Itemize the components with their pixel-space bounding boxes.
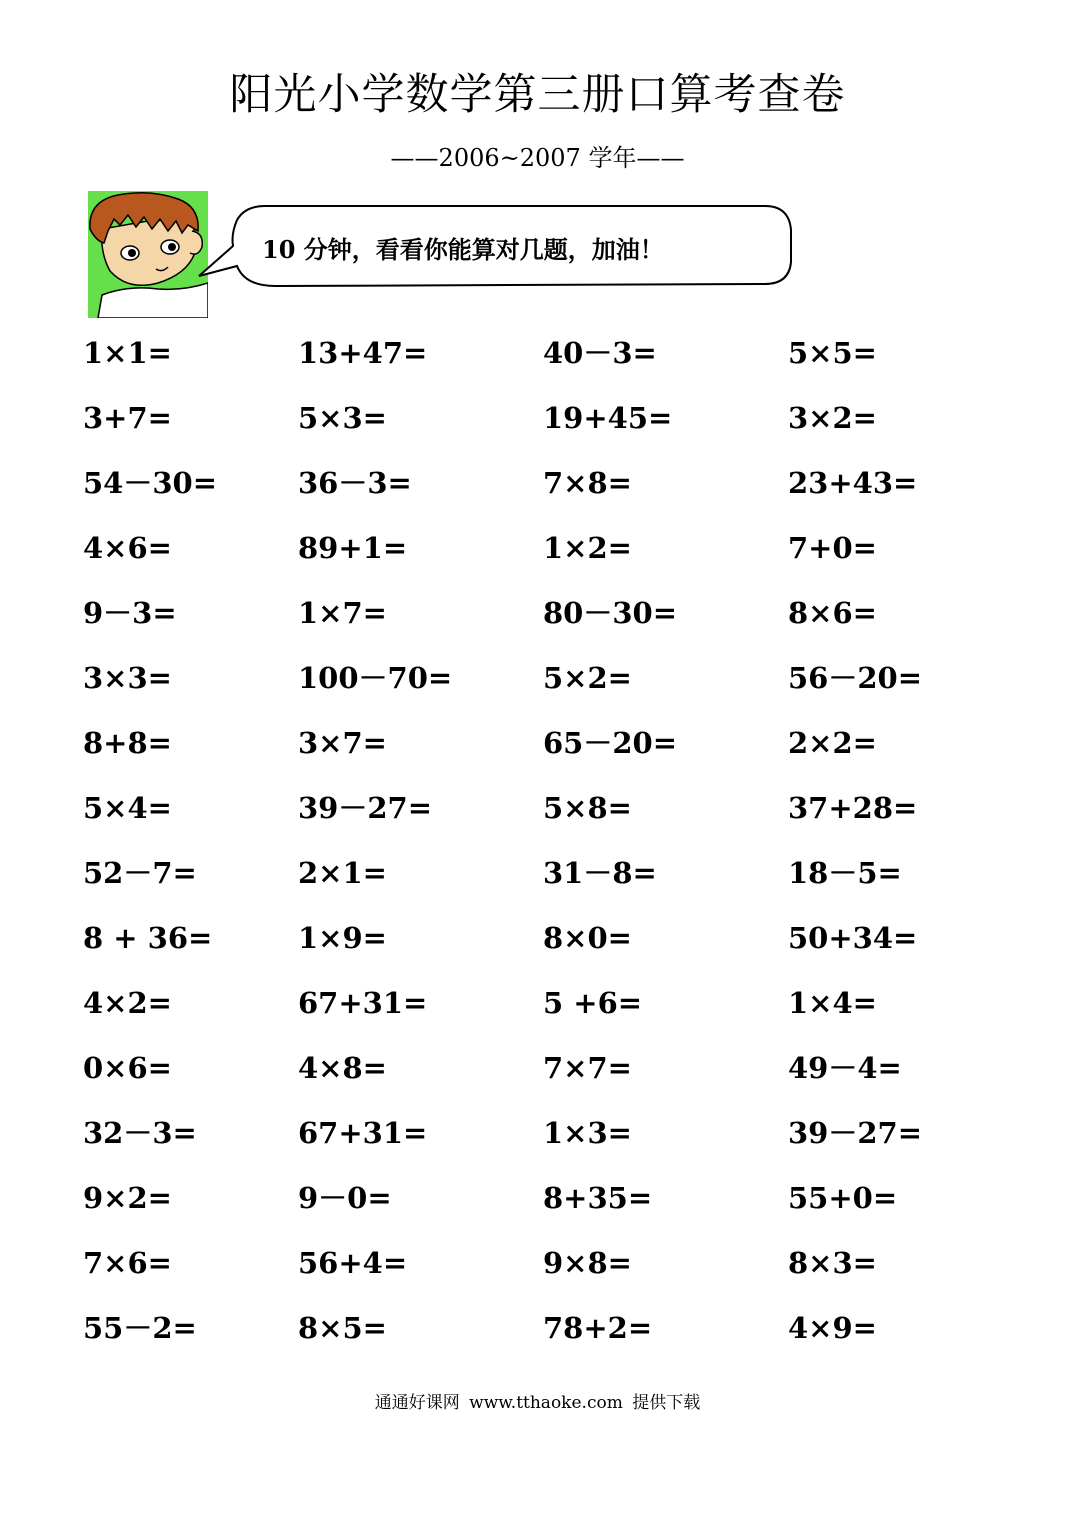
school-year-subtitle: ——2006~2007 学年—— <box>390 144 685 172</box>
arithmetic-problem: 49－4= <box>788 1051 902 1085</box>
arithmetic-problem: 5 +6= <box>543 986 643 1020</box>
arithmetic-problem: 50+34= <box>788 921 918 955</box>
arithmetic-problem: 23+43= <box>788 466 918 500</box>
problem-row <box>83 333 1043 398</box>
arithmetic-problem: 5×4= <box>83 791 172 825</box>
arithmetic-problem: 89+1= <box>298 531 408 565</box>
arithmetic-problem: 5×5= <box>788 336 877 370</box>
arithmetic-problem: 8×0= <box>543 921 632 955</box>
problem-row <box>83 398 1043 463</box>
arithmetic-problem: 2×2= <box>788 726 877 760</box>
arithmetic-problem: 100－70= <box>298 661 453 695</box>
arithmetic-problem: 78+2= <box>543 1311 653 1345</box>
arithmetic-problem: 8+35= <box>543 1181 653 1215</box>
arithmetic-problem: 4×8= <box>298 1051 387 1085</box>
arithmetic-problem: 40－3= <box>543 336 657 370</box>
arithmetic-problem: 8×3= <box>788 1246 877 1280</box>
arithmetic-problem: 37+28= <box>788 791 918 825</box>
arithmetic-problem: 13+47= <box>298 336 428 370</box>
problem-row <box>83 658 1043 723</box>
problem-grid <box>83 333 1043 1373</box>
speech-bubble-text: 10 分钟，看看你能算对几题，加油！ <box>262 235 664 264</box>
arithmetic-problem: 19+45= <box>543 401 673 435</box>
footer-credit: 通通好课网 www.tthaoke.com 提供下载 <box>374 1393 701 1413</box>
arithmetic-problem: 5×3= <box>298 401 387 435</box>
problem-row <box>83 1048 1043 1113</box>
arithmetic-problem: 9×8= <box>543 1246 632 1280</box>
problem-row <box>83 1178 1043 1243</box>
arithmetic-problem: 4×2= <box>83 986 172 1020</box>
problem-row <box>83 918 1043 983</box>
arithmetic-problem: 8+8= <box>83 726 172 760</box>
arithmetic-problem: 5×8= <box>543 791 632 825</box>
arithmetic-problem: 3×7= <box>298 726 387 760</box>
arithmetic-problem: 9－3= <box>83 596 177 630</box>
arithmetic-problem: 9－0= <box>298 1181 392 1215</box>
arithmetic-problem: 31－8= <box>543 856 657 890</box>
arithmetic-problem: 55－2= <box>83 1311 197 1345</box>
problem-row <box>83 983 1043 1048</box>
problem-row <box>83 1308 1043 1373</box>
arithmetic-problem: 7×8= <box>543 466 632 500</box>
arithmetic-problem: 5×2= <box>543 661 632 695</box>
arithmetic-problem: 4×9= <box>788 1311 877 1345</box>
problem-row <box>83 788 1043 853</box>
arithmetic-problem: 32－3= <box>83 1116 197 1150</box>
arithmetic-problem: 55+0= <box>788 1181 898 1215</box>
arithmetic-problem: 3×3= <box>83 661 172 695</box>
arithmetic-problem: 1×7= <box>298 596 387 630</box>
problem-row <box>83 528 1043 593</box>
arithmetic-problem: 3×2= <box>788 401 877 435</box>
arithmetic-problem: 56－20= <box>788 661 923 695</box>
arithmetic-problem: 1×1= <box>83 336 172 370</box>
arithmetic-problem: 4×6= <box>83 531 172 565</box>
arithmetic-problem: 1×3= <box>543 1116 632 1150</box>
problem-row <box>83 463 1043 528</box>
arithmetic-problem: 36－3= <box>298 466 412 500</box>
arithmetic-problem: 2×1= <box>298 856 387 890</box>
arithmetic-problem: 8×6= <box>788 596 877 630</box>
arithmetic-problem: 39－27= <box>298 791 433 825</box>
arithmetic-problem: 8 + 36= <box>83 921 213 955</box>
arithmetic-problem: 54－30= <box>83 466 218 500</box>
arithmetic-problem: 3+7= <box>83 401 172 435</box>
arithmetic-problem: 7×6= <box>83 1246 172 1280</box>
arithmetic-problem: 1×4= <box>788 986 877 1020</box>
problem-row <box>83 1243 1043 1308</box>
arithmetic-problem: 52－7= <box>83 856 197 890</box>
arithmetic-problem: 9×2= <box>83 1181 172 1215</box>
arithmetic-problem: 65－20= <box>543 726 678 760</box>
problem-row <box>83 593 1043 658</box>
arithmetic-problem: 39－27= <box>788 1116 923 1150</box>
arithmetic-problem: 7×7= <box>543 1051 632 1085</box>
problem-row <box>83 723 1043 788</box>
problem-row <box>83 853 1043 918</box>
arithmetic-problem: 1×9= <box>298 921 387 955</box>
arithmetic-problem: 67+31= <box>298 1116 428 1150</box>
arithmetic-problem: 7+0= <box>788 531 877 565</box>
arithmetic-problem: 0×6= <box>83 1051 172 1085</box>
arithmetic-problem: 1×2= <box>543 531 632 565</box>
arithmetic-problem: 80－30= <box>543 596 678 630</box>
arithmetic-problem: 18－5= <box>788 856 902 890</box>
arithmetic-problem: 56+4= <box>298 1246 408 1280</box>
page-title: 阳光小学数学第三册口算考查卷 <box>229 70 846 120</box>
problem-row <box>83 1113 1043 1178</box>
arithmetic-problem: 8×5= <box>298 1311 387 1345</box>
arithmetic-problem: 67+31= <box>298 986 428 1020</box>
